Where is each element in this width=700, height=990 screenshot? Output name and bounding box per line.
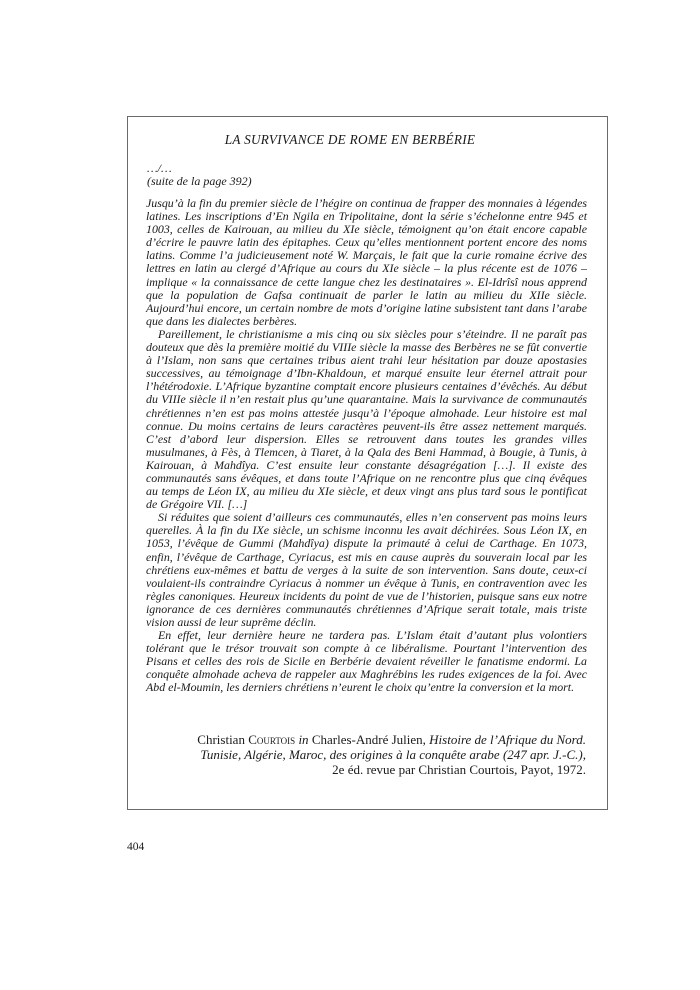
credit-editor: Charles-André Julien, <box>311 732 426 747</box>
paragraph-3: Si réduites que soient d’ailleurs ces communautés, elles n’en conservent pas moins leurs querelles. À la fin du IXe siècle, un schisme inconnu les avait déchirées. Sous Léon IX, en 1053, l’évêque de Gummi (Mahdîya) dispute la primauté à celui de Carthage. En 1073, enfin, l’évêque de Carthage, Cyriacus, est mis en cause auprès du souverain local par les chrétiens eux-mêmes et battu de verges à la suite de son intervention. Sans doute, ceux-ci voulaient-ils contraindre Cyriacus à nommer un évêque à Tunis, en contravention avec les règles canoniques. Heureux incidents du point de vue de l’historien, puisque sans eux notre ignorance de ces dernières communautés chrétiennes d’Afrique serait totale, mais triste vision aussi de leur suprême déclin. <box>146 510 587 629</box>
credit-line-1 <box>180 732 586 747</box>
page-number: 404 <box>127 841 145 853</box>
body-text <box>146 197 587 695</box>
page-title: LA SURVIVANCE DE ROME EN BERBÉRIE <box>224 132 476 147</box>
credit-author-first: Christian <box>197 732 245 747</box>
paragraph-2: Pareillement, le christianisme a mis cinq ou six siècles pour s’éteindre. Il ne paraît pas douteux que dès la première moitié du VIIIe siècle la masse des Berbères ne se fût convertie à l’Islam, non sans que certaines tribus aient trahi leur hésitation par douze apostasies successives, au témoignage d’Ibn-Khaldoun, et marqué ensuite leur éternel attrait pour l’hétérodoxie. L’Afrique byzantine comptait encore plusieurs centaines d’évêchés. Au début du VIIIe siècle il n’en restait plus qu’une quarantaine. Mais la survivance de communautés chrétiennes n’en est pas moins attestée jusqu’à l’époque almohade. Leur histoire est mal connue. Du moins certains de leurs caractères peuvent-ils être assez nettement marqués. C’est d’abord leur dispersion. Elles se retrouvent dans toutes les grandes villes musulmanes, à Fès, à Tlemcen, à Tiaret, à la Qala des Beni Hammad, à Bougie, à Tunis, à Kairouan, à Mahdîya. C’est ensuite leur constante désagrégation […]. Il existe des communautés sans évêques, et dans toute l’Afrique on ne rencontre plus que cinq évêques au temps de Léon IX, au milieu du XIe siècle, et deux vingt ans plus tard sous le pontificat de Grégoire VII. […] <box>146 326 587 512</box>
continuation-note: (suite de la page 392) <box>147 174 252 188</box>
source-credit <box>180 732 586 777</box>
credit-book-title-2: Tunisie, Algérie, Maroc, des origines à la conquête arabe (247 apr. J.-C.), <box>200 747 586 762</box>
ellipsis-marker: …/… <box>147 161 172 175</box>
paragraph-4: En effet, leur dernière heure ne tardera pas. L’Islam était d’autant plus volontiers tolérant que le trésor trouvait son compte à ce libéralisme. Pourtant l’intervention des Pisans et celles des rois de Sicile en Berbérie devaient réveiller le fanatisme endormi. La conquête almohade acheva de rappeler aux Maghrébins les rudes exigences de la foi. Avec Abd el-Moumin, les derniers chrétiens n’eurent le choix qu’entre la conversion et la mort. <box>146 628 587 695</box>
credit-edition: 2e éd. revue par Christian Courtois, Payot, 1972. <box>332 762 586 777</box>
paragraph-1: Jusqu’à la fin du premier siècle de l’hégire on continua de frapper des monnaies à légendes latines. Les inscriptions d’En Ngila en Tripolitaine, dont la série s’échelonne entre 945 et 1003, celles de Kairouan, au milieu du XIe siècle, témoignent qu’on était encore capable d’écrire le pauvre latin des épitaphes. Ceux qu’elles mentionnent portent encore des noms latins. Comme l’a judicieusement noté W. Marçais, le fait que la curie romaine écrive des lettres en latin au clergé d’Afrique au cours du XIe siècle – la plus récente est de 1076 – implique « la connaissance de cette langue chez les destinataires ». El-Idrîsî nous apprend que la population de Gafsa continuait de parler le latin au milieu du XIIe siècle. Aujourd’hui encore, un certain nombre de mots d’origine latine subsistent tant dans l’arabe que dans les dialectes berbères. <box>146 196 587 328</box>
credit-in: in <box>298 732 309 747</box>
credit-author-last: Courtois <box>248 732 296 747</box>
credit-book-title-1: Histoire de l’Afrique du Nord. <box>429 732 586 747</box>
